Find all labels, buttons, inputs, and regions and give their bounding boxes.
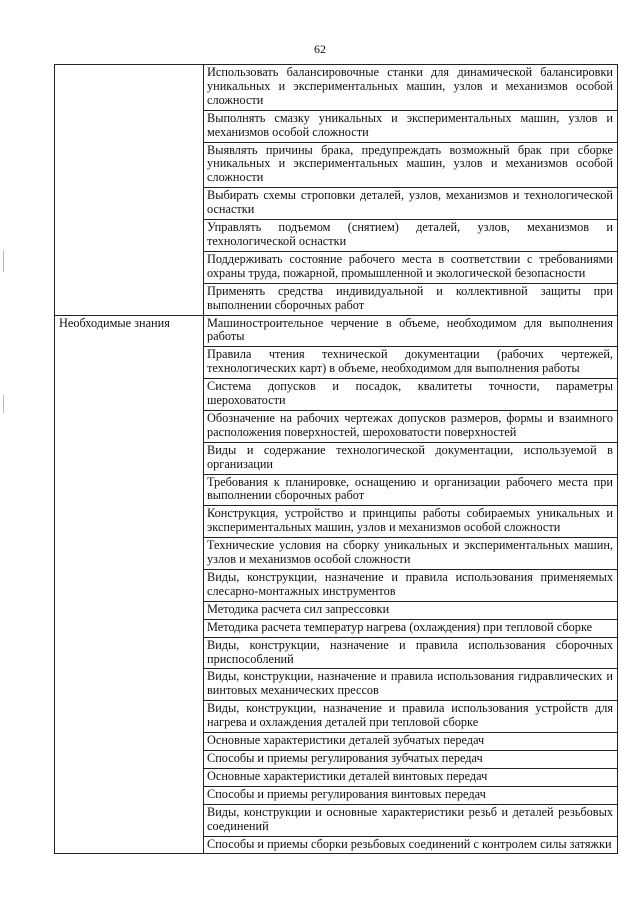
competency-table	[54, 64, 618, 854]
knowledge-item: Виды, конструкции, назначение и правила использования сборочных приспособлений	[204, 637, 618, 669]
knowledge-item: Требования к планировке, оснащению и организации рабочего места при выполнении сборочных работ	[204, 474, 618, 506]
knowledge-item: Виды, конструкции и основные характеристики резьб и деталей резьбовых соединений	[204, 804, 618, 836]
skill-item: Управлять подъемом (снятием) деталей, узлов, механизмов и технологической оснастки	[204, 220, 618, 252]
knowledge-item: Способы и приемы регулирования зубчатых передач	[204, 750, 618, 768]
skill-item: Выявлять причины брака, предупреждать возможный брак при сборке уникальных и экспериментальных машин, узлов и механизмов особой сложности	[204, 142, 618, 188]
skill-item: Выбирать схемы строповки деталей, узлов, механизмов и технологической оснастки	[204, 188, 618, 220]
knowledge-item: Машиностроительное черчение в объеме, необходимом для выполнения работы	[204, 315, 618, 347]
knowledge-item: Виды, конструкции, назначение и правила использования устройств для нагрева и охлаждения деталей при тепловой сборке	[204, 701, 618, 733]
knowledge-item: Виды, конструкции, назначение и правила использования гидравлических и винтовых механических прессов	[204, 669, 618, 701]
skills-label-cell	[55, 65, 204, 316]
knowledge-item: Основные характеристики деталей зубчатых передач	[204, 733, 618, 751]
skill-item: Поддерживать состояние рабочего места в соответствии с требованиями охраны труда, пожарной, промышленной и экологической безопасности	[204, 251, 618, 283]
page-number: 62	[314, 42, 326, 56]
knowledge-item: Виды, конструкции, назначение и правила использования применяемых слесарно-монтажных инструментов	[204, 570, 618, 602]
table-row	[55, 65, 618, 111]
skill-item: Выполнять смазку уникальных и экспериментальных машин, узлов и механизмов особой сложности	[204, 110, 618, 142]
knowledge-item: Способы и приемы сборки резьбовых соединений с контролем силы затяжки	[204, 836, 618, 854]
knowledge-item: Правила чтения технической документации (рабочих чертежей, технологических карт) в объеме, необходимом для выполнения работы	[204, 347, 618, 379]
knowledge-item: Обозначение на рабочих чертежах допусков размеров, формы и взаимного расположения поверхностей, шероховатости поверхностей	[204, 410, 618, 442]
knowledge-item: Система допусков и посадок, квалитеты точности, параметры шероховатости	[204, 379, 618, 411]
knowledge-item: Методика расчета сил запрессовки	[204, 601, 618, 619]
knowledge-item: Методика расчета температур нагрева (охлаждения) при тепловой сборке	[204, 619, 618, 637]
knowledge-item: Технические условия на сборку уникальных и экспериментальных машин, узлов и механизмов особой сложности	[204, 538, 618, 570]
knowledge-label: Необходимые знания	[55, 315, 204, 854]
skill-item: Использовать балансировочные станки для динамической балансировки уникальных и экспериментальных машин, узлов и механизмов особой сложности	[204, 65, 618, 111]
table-row	[55, 315, 618, 347]
knowledge-item: Виды и содержание технологической документации, используемой в организации	[204, 442, 618, 474]
skill-item: Применять средства индивидуальной и коллективной защиты при выполнении сборочных работ	[204, 283, 618, 315]
knowledge-item: Основные характеристики деталей винтовых передач	[204, 768, 618, 786]
scan-edge-mark	[3, 250, 4, 272]
knowledge-item: Способы и приемы регулирования винтовых передач	[204, 786, 618, 804]
scan-edge-mark	[3, 395, 4, 413]
knowledge-item: Конструкция, устройство и принципы работы собираемых уникальных и экспериментальных машин, узлов и механизмов особой сложности	[204, 506, 618, 538]
